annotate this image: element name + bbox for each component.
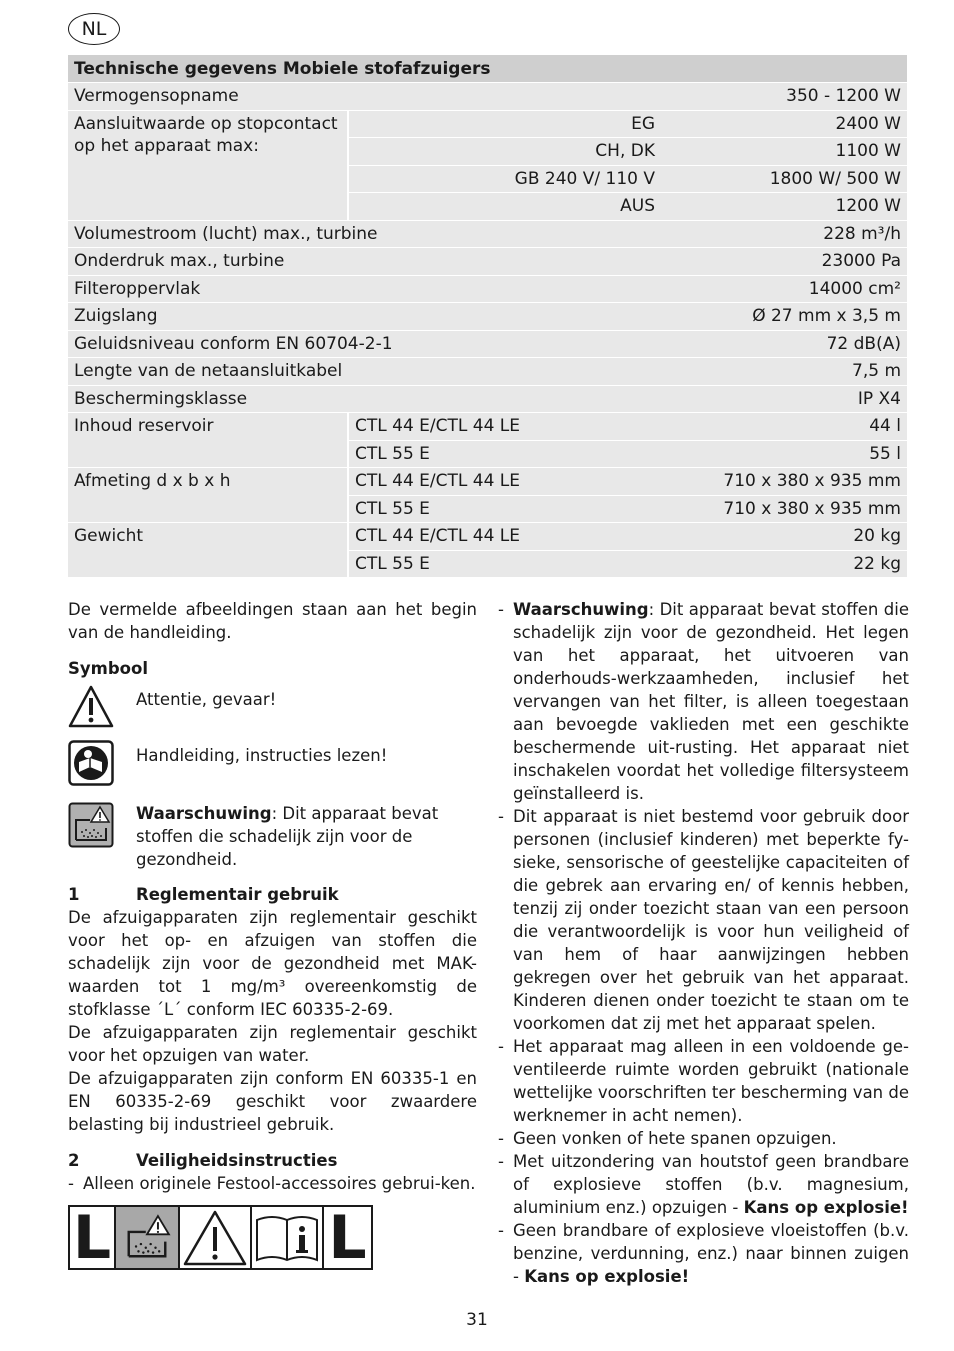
spec-table: [68, 55, 907, 578]
spec-value: 72 dB(A): [661, 331, 907, 359]
right-column: [498, 598, 909, 1288]
left-column: [68, 598, 477, 1273]
spec-region: EG: [347, 111, 661, 139]
section-number: 2: [68, 1151, 80, 1170]
spec-value: 7,5 m: [661, 358, 907, 386]
symbol-heading: Symbool: [68, 659, 148, 678]
table-row: [68, 276, 907, 304]
paragraph: De afzuigapparaten zijn reglementair geschikt voor het opzuigen van water.: [68, 1023, 477, 1065]
symbol-text: Handleiding, instructies lezen!: [136, 746, 388, 765]
section-2-heading: [68, 1149, 477, 1172]
read-manual-icon: [68, 740, 114, 786]
list-item: - Dit apparaat is niet bestemd voor gebruik door personen (inclusief kinderen) met beperkte fy-sieke, sensorische of geestelijke capaciteiten of die gebrek aan ervaring en/ of kennis hebben, tenzij zij onder toezicht staan van een persoon die verantwoordelijk is voor hun veiligheid of van hem of haar aanwijzingen hebben gekregen over het gebruik van het apparaat. Kinderen dienen onder toezicht te staan om te voorkomen dat zij met het apparaat spelen.: [498, 805, 909, 1035]
spec-label: Filteroppervlak: [68, 276, 661, 304]
language-badge: [68, 13, 120, 45]
symbol-row-manual: [68, 740, 477, 786]
spec-value: 22 kg: [661, 551, 907, 579]
table-row: [68, 413, 907, 441]
explosion-warning: Kans op explosie!: [524, 1267, 690, 1286]
spec-value: 55 l: [661, 441, 907, 469]
list-item: - Het apparaat mag alleen in een voldoende ge-ventileerde ruimte worden gebruikt (nationale wettelijke voorschriften ter bescherming van de werknemer in acht nemen).: [498, 1035, 909, 1127]
spec-value: IP X4: [661, 386, 907, 414]
spec-value: 23000 Pa: [661, 248, 907, 276]
spec-value: Ø 27 mm x 3,5 m: [661, 303, 907, 331]
table-row: [68, 358, 907, 386]
spec-label: Gewicht: [68, 523, 347, 578]
list-item-text: Geen brandbare of explosieve vloeistoffen (b.v. benzine, verdunning, enz.) naar binnen zuigen -: [513, 1221, 909, 1286]
spec-model: CTL 44 E/CTL 44 LE: [347, 523, 661, 551]
spec-label: Zuigslang: [68, 303, 661, 331]
symbol-row-attention: [68, 684, 477, 730]
spec-region: AUS: [347, 193, 661, 221]
spec-model: CTL 55 E: [347, 496, 661, 524]
section-1-heading: [68, 883, 477, 906]
spec-model: CTL 44 E/CTL 44 LE: [347, 413, 661, 441]
section-title: Reglementair gebruik: [136, 885, 339, 904]
spec-region: GB 240 V/ 110 V: [347, 166, 661, 194]
warning-keyword: Waarschuwing: [513, 600, 649, 619]
spec-title: Technische gegevens Mobiele stofafzuigers: [68, 55, 907, 83]
spec-label: Beschermingsklasse: [68, 386, 661, 414]
spec-value: 20 kg: [661, 523, 907, 551]
spec-label: Inhoud reservoir: [68, 413, 347, 468]
hazardous-dust-icon: [119, 1210, 175, 1266]
hazardous-dust-icon: [68, 802, 114, 848]
spec-model: CTL 55 E: [347, 551, 661, 579]
dust-class-label-strip: [68, 1202, 373, 1273]
list-item: - Alleen originele Festool-accessoires gebrui-ken.: [68, 1172, 477, 1195]
list-item-text: : Dit apparaat bevat stoffen die schadelijk zijn voor de gezondheid. Het legen van het apparaat, het uitvoeren van onderhouds-werkzaamheden, inclusief het vervangen van het filter, is alleen toegestaan aan bevoegde vaklieden met een geschikte beschermende uit-rusting. Het apparaat niet inschakelen voordat het volledige filtersysteem geïnstalleerd is.: [513, 600, 909, 803]
spec-label: Vermogensopname: [68, 83, 661, 111]
section-number: 1: [68, 885, 80, 904]
list-item: [498, 1219, 909, 1288]
table-row: [68, 331, 907, 359]
table-row: [68, 468, 907, 496]
warning-triangle-icon: [180, 1207, 252, 1268]
list-item: - Geen vonken of hete spanen opzuigen.: [498, 1127, 909, 1150]
spec-header-row: [68, 55, 907, 83]
spec-region: CH, DK: [347, 138, 661, 166]
paragraph: De afzuigapparaten zijn conform EN 60335-1 en EN 60335-2-69 geschikt voor zwaardere belasting bij industrieel gebruik.: [68, 1069, 477, 1134]
table-row: [68, 523, 907, 551]
spec-label: Onderdruk max., turbine: [68, 248, 661, 276]
spec-value: 2400 W: [661, 111, 907, 139]
intro-paragraph: De vermelde afbeeldingen staan aan het begin van de handleiding.: [68, 600, 477, 642]
spec-value: 710 x 380 x 935 mm: [661, 468, 907, 496]
spec-value: 228 m³/h: [661, 221, 907, 249]
info-manual-icon: [254, 1212, 320, 1264]
warning-triangle-icon: [182, 1209, 248, 1267]
paragraph: De afzuigapparaten zijn reglementair geschikt voor het op- en afzuigen van stoffen die schadelijk zijn voor de gezondheid met MAK-waarden tot 1 mg/m³ overeenkomstig de stofklasse ´L´ conform IEC 60335-2-69.: [68, 908, 477, 1019]
explosion-warning: Kans op explosie!: [743, 1198, 909, 1217]
spec-model: CTL 44 E/CTL 44 LE: [347, 468, 661, 496]
list-item-text: Met uitzondering van houtstof geen brandbare of explosieve stoffen (b.v. magnesium, aluminium enz.) opzuigen -: [513, 1152, 909, 1217]
table-row: [68, 83, 907, 111]
table-row: [68, 303, 907, 331]
page-number: 31: [466, 1310, 488, 1330]
table-row: [68, 386, 907, 414]
hazardous-dust-icon: [116, 1207, 180, 1268]
spec-label: Geluidsniveau conform EN 60704-2-1: [68, 331, 661, 359]
language-code: NL: [81, 18, 107, 40]
table-row: [68, 221, 907, 249]
warning-triangle-icon: [68, 684, 114, 730]
spec-value: 1800 W/ 500 W: [661, 166, 907, 194]
list-item: [498, 598, 909, 805]
spec-value: 1200 W: [661, 193, 907, 221]
spec-value: 14000 cm²: [661, 276, 907, 304]
symbol-text: Attentie, gevaar!: [136, 690, 277, 709]
symbol-text: [136, 802, 477, 871]
list-item: [498, 1150, 909, 1219]
warning-keyword: Waarschuwing: [136, 804, 272, 823]
table-row: [68, 111, 907, 139]
spec-value: 1100 W: [661, 138, 907, 166]
info-manual-icon: [252, 1207, 324, 1268]
spec-value: 44 l: [661, 413, 907, 441]
spec-model: CTL 55 E: [347, 441, 661, 469]
table-row: [68, 248, 907, 276]
dust-class-letter: L: [70, 1207, 116, 1268]
spec-value: 350 - 1200 W: [661, 83, 907, 111]
spec-label: Aansluitwaarde op stopcontact op het apparaat max:: [68, 111, 347, 221]
spec-label: Lengte van de netaansluitkabel: [68, 358, 661, 386]
dust-class-letter: L: [328, 1202, 367, 1273]
spec-value: 710 x 380 x 935 mm: [661, 496, 907, 524]
section-title: Veiligheidsinstructies: [136, 1151, 338, 1170]
warning-text: : Dit apparaat bevat stoffen die schadelijk zijn voor de gezondheid.: [136, 804, 439, 869]
spec-label: Volumestroom (lucht) max., turbine: [68, 221, 661, 249]
spec-label: Afmeting d x b x h: [68, 468, 347, 523]
symbol-row-hazard: [68, 802, 477, 871]
